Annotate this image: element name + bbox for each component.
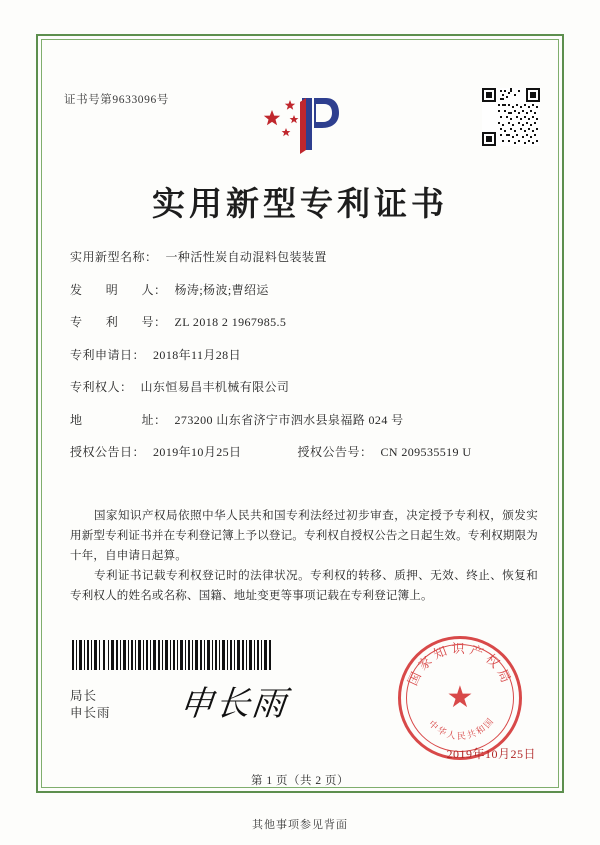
field-value: 273200 山东省济宁市泗水县泉福路 024 号: [174, 412, 404, 427]
field-row-utility-model-name: [70, 248, 540, 265]
field-value: 山东恒易昌丰机械有限公司: [140, 380, 290, 394]
field-colon: ：: [145, 250, 158, 264]
field-row-patent-number: [70, 313, 540, 330]
page-number: 第 1 页（共 2 页）: [251, 775, 349, 787]
field-colon: ：: [154, 412, 167, 427]
seal-star-icon: ★: [446, 681, 474, 714]
field-label: 发明人: [70, 282, 154, 297]
field-list: [70, 248, 540, 476]
svg-text:中华人民共和国: 中华人民共和国: [426, 715, 498, 743]
director-title: 局长: [70, 689, 98, 703]
field-row-inventor: [70, 281, 540, 298]
seal-date: 2019年10月25日: [446, 747, 536, 761]
field-value: 杨涛;杨波;曹绍运: [174, 282, 269, 297]
field-value: ZL 2018 2 1967985.5: [174, 315, 287, 329]
field-colon: ：: [132, 347, 146, 362]
field-row-patentee: [70, 378, 540, 395]
official-seal: [398, 636, 522, 760]
field-colon: ：: [154, 282, 167, 297]
field-value: 2018年11月28日: [153, 347, 241, 362]
certificate-number: 证书号第9633096号: [64, 94, 169, 106]
field-label: 实用新型名称: [70, 250, 146, 264]
svg-text:国家知识产权局: 国家知识产权局: [405, 641, 515, 689]
handwritten-signature: 申长雨: [177, 684, 290, 724]
grant-date-label: 授权公告日: [70, 445, 133, 459]
field-colon: ：: [132, 445, 146, 459]
barcode: [72, 640, 272, 670]
field-row-address: [70, 411, 540, 428]
director-name: 申长雨: [70, 706, 111, 720]
footer-note: 其他事项参见背面: [252, 819, 348, 831]
field-row-grant: [70, 443, 540, 460]
grant-publication-label: 授权公告号: [297, 445, 360, 459]
field-label: 地址: [70, 412, 154, 427]
field-row-application-date: [70, 346, 540, 363]
field-value: 一种活性炭自动混料包装装置: [165, 250, 327, 264]
patent-office-logo-icon: [0, 86, 600, 164]
field-colon: ：: [120, 380, 133, 394]
grant-publication-group: [297, 443, 471, 460]
page-title: 实用新型专利证书: [152, 184, 448, 223]
grant-publication-value: CN 209535519 U: [380, 445, 472, 459]
field-label: 专利权人: [70, 380, 121, 394]
field-colon: ：: [154, 315, 167, 329]
field-colon: ：: [359, 445, 373, 459]
field-label: 专利号: [70, 315, 154, 329]
legal-paragraph-1: 国家知识产权局依照中华人民共和国专利法经过初步审查，决定授予专利权，颁发实用新型专利证书并在专利登记簿上予以登记。专利权自授权公告之日起生效。专利权期限为十年，自申请日起算。: [70, 510, 538, 562]
legal-paragraph-2: 专利证书记载专利权登记时的法律状况。专利权的转移、质押、无效、终止、恢复和专利权人的姓名或名称、国籍、地址变更等事项记载在专利登记簿上。: [70, 570, 538, 602]
signature-block: [70, 688, 111, 722]
grant-date-value: 2019年10月25日: [153, 445, 242, 459]
field-label: 专利申请日: [70, 347, 133, 362]
